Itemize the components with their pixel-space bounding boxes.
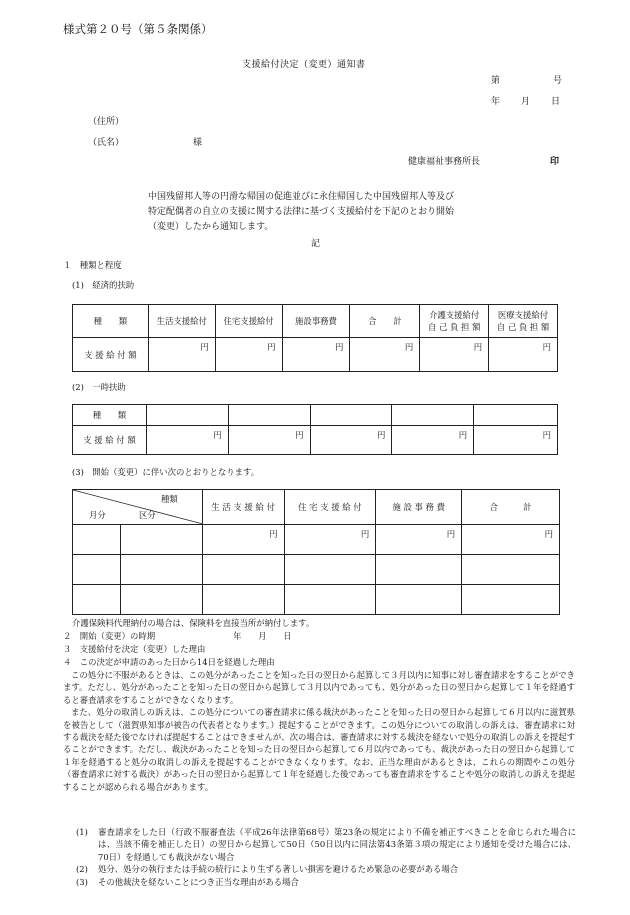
empty-cell	[310, 405, 392, 426]
amount-cell	[376, 555, 462, 585]
table-header-row	[73, 490, 560, 525]
list-text: その他裁決を経ないことにつき正当な理由がある場合	[98, 876, 299, 887]
header-cell: 施 設 事 務 費	[376, 490, 462, 525]
date-year: 年	[491, 97, 501, 107]
month-cell	[73, 555, 121, 585]
amount-cell: 円	[420, 338, 489, 372]
header-cell: 生活支援給付	[148, 305, 215, 338]
subsection-2-heading: (2) 一時扶助	[72, 382, 126, 392]
header-cell: 合 計	[350, 305, 420, 338]
temporary-aid-table	[72, 404, 558, 455]
empty-cell	[474, 405, 558, 426]
corner-month-label: 月分	[89, 510, 106, 520]
amount-cell: 円	[474, 426, 558, 455]
list-number: (2)	[76, 864, 88, 875]
month-cell	[73, 585, 121, 615]
economic-aid-table	[72, 304, 558, 372]
amount-cell: 円	[310, 426, 392, 455]
honorific: 様	[193, 138, 203, 148]
name-label: （氏名）	[88, 138, 125, 148]
table-row	[73, 555, 560, 585]
table-row	[73, 525, 560, 555]
empty-cell	[392, 405, 474, 426]
intro-line-2: 特定配偶者の自立の支援に関する法律に基づく支援給付を下記のとおり開始	[148, 207, 455, 217]
kaigo-note: 介護保険料代理納付の場合は、保険料を直接当所が納付します。	[72, 618, 315, 628]
amount-cell: 円	[462, 525, 560, 555]
table-header-row	[73, 305, 558, 338]
header-cell: 住 宅 支 援 給 付	[284, 490, 376, 525]
ki-mark: 記	[311, 239, 321, 249]
list-text: 審査請求をした日（行政不服審査法（平成26年法律第68号）第23条の規定により不備を補正すべきことを命じられた場合には、当該不備を補正した日）の翌日から起算して50日（50日以内に同法第43条第３項の規定により通知を受けた場合には、70日）を経過しても裁決がない場合	[98, 827, 576, 862]
list-item	[76, 876, 576, 888]
empty-cell	[228, 405, 310, 426]
amount-cell	[284, 585, 376, 615]
header-cell-iryo	[489, 305, 558, 338]
amount-cell: 円	[392, 426, 474, 455]
amount-cell: 円	[148, 338, 215, 372]
issuer: 健康福祉事務所長	[408, 157, 481, 167]
amount-cell: 円	[202, 525, 284, 555]
header-cell: 合 計	[462, 490, 560, 525]
month-cell	[73, 525, 121, 555]
table-row	[73, 426, 558, 455]
amount-cell: 円	[284, 525, 376, 555]
corner-cell	[73, 490, 203, 525]
amount-cell: 円	[376, 525, 462, 555]
amount-cell	[462, 585, 560, 615]
header-sub: 自 己 負 担 額	[427, 322, 481, 332]
list-text: 処分、処分の執行または手続の続行により生ずる著しい損害を避けるため緊急の必要がある場合	[98, 864, 459, 875]
row-label: 支 援 給 付 額	[73, 426, 147, 455]
list-item	[76, 826, 576, 863]
item-2-date: 年 月 日	[233, 631, 292, 641]
list-item	[76, 863, 576, 875]
amount-cell: 円	[215, 338, 282, 372]
corner-top-label: 種類	[161, 494, 178, 504]
appeal-notice	[63, 669, 575, 793]
subsection-1-heading: (1) 経済的扶助	[72, 280, 135, 290]
number-suffix: 号	[553, 76, 563, 86]
amount-cell	[202, 585, 284, 615]
amount-cell	[202, 555, 284, 585]
page-title: 支援給付決定（変更）通知書	[242, 60, 366, 70]
kubun-cell	[120, 525, 202, 555]
intro-line-3: （変更）したから通知します。	[148, 222, 274, 232]
amount-cell: 円	[146, 426, 228, 455]
amount-cell: 円	[228, 426, 310, 455]
empty-cell	[146, 405, 228, 426]
amount-cell	[284, 555, 376, 585]
table-row	[73, 338, 558, 372]
header-cell: 生 活 支 援 給 付	[202, 490, 284, 525]
item-4-label: ４ この決定が申請のあった日から14日を経過した理由	[63, 657, 275, 667]
kubun-cell	[120, 585, 202, 615]
amount-cell	[376, 585, 462, 615]
item-3-label: ３ 支援給付を決定（変更）した理由	[63, 644, 206, 654]
row-label: 支 援 給 付 額	[73, 338, 149, 372]
corner-kubun-label: 区分	[139, 510, 156, 520]
seal-mark: 印	[550, 157, 560, 167]
header-cell: 種 類	[73, 405, 147, 426]
notice-paragraph-2: また、処分の取消しの訴えは、この処分についての審査請求に係る裁決があったことを知った日の翌日から起算して６月以内に滋賀県を被告として（滋賀県知事が被告の代表者となります。）提起することができます。この処分についての取消しの訴えは、審査請求に対する裁決を経た後でなければ提起することはできませんが、次の場合は、審査請求に対する裁決を経ないで処分の取消しの訴えを提起することができます。ただし、裁決があったことを知った日の翌日から起算して６月以内であっても、裁決があった日の翌日から起算して１年を経過すると処分の取消しの訴えを提起することができなくなります。なお、正当な理由があるときは、これらの期間やこの処分（審査請求に対する裁決）があった日の翌日から起算して１年を経過した後であっても審査請求をすることや処分の取消しの訴えを提起することが認められる場合があります。	[63, 707, 575, 792]
table-header-row	[73, 405, 558, 426]
kubun-cell	[120, 555, 202, 585]
list-number: (3)	[76, 876, 88, 887]
amount-cell: 円	[282, 338, 350, 372]
amount-cell: 円	[489, 338, 558, 372]
header-main: 介護支援給付	[429, 310, 480, 320]
notice-paragraph-1: この処分に不服があるときは、この処分があったことを知った日の翌日から起算して３月以内に知事に対し審査請求をすることができます。ただし、処分があったことを知った日の翌日から起算して３月以内であっても、処分があった日の翌日から起算して１年を経過すると審査請求をすることができなくなります。	[63, 670, 575, 705]
header-cell-kaigo	[420, 305, 489, 338]
date-day: 日	[551, 97, 561, 107]
header-cell: 施設事務費	[282, 305, 350, 338]
header-cell: 住宅支援給付	[215, 305, 282, 338]
table-row	[73, 585, 560, 615]
address-label: （住所）	[88, 117, 125, 127]
date-month: 月	[521, 97, 531, 107]
intro-line-1: 中国残留邦人等の円滑な帰国の促進並びに永住帰国した中国残留邦人等及び	[148, 192, 455, 202]
header-main: 医療支援給付	[497, 310, 549, 320]
amount-cell: 円	[350, 338, 420, 372]
list-number: (1)	[76, 827, 88, 837]
schedule-table	[72, 489, 560, 615]
header-cell: 種 類	[73, 305, 149, 338]
header-sub: 自 己 負 担 額	[496, 322, 550, 332]
section-1-heading: １ 種類と程度	[63, 260, 122, 270]
amount-cell	[462, 555, 560, 585]
form-number: 様式第２０号（第５条関係）	[63, 22, 213, 36]
number-label: 第	[491, 76, 501, 86]
item-2-label: ２ 開始（変更）の時期	[63, 631, 156, 641]
subsection-3-heading: (3) 開始（変更）に伴い次のとおりとなります。	[72, 467, 260, 477]
exception-list	[76, 826, 576, 888]
